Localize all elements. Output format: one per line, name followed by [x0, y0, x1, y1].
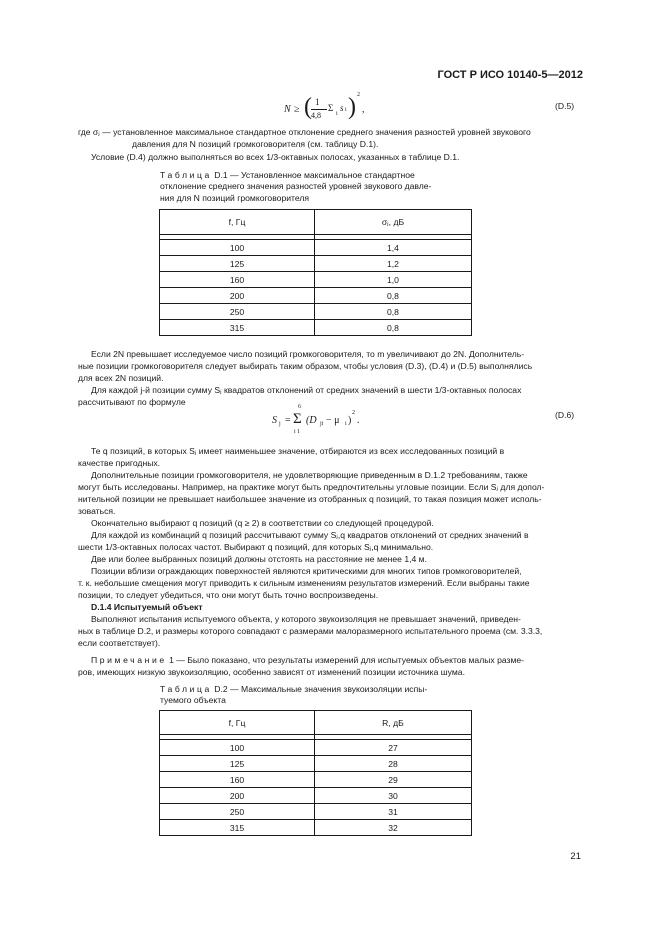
table-d1-caption [160, 170, 431, 204]
caption-text: ния для N позиций громкоговорителя [160, 192, 310, 203]
eq-numerator: 1 [315, 97, 320, 107]
table-cell: 125 [160, 256, 315, 272]
table-cell: 0,8 [315, 288, 472, 304]
text-line: Условие (D.4) должно выполняться во всех 1/3-октавных полосах, указанных в таблице D.1. [91, 152, 460, 162]
table-cell: 200 [160, 788, 315, 804]
table-row [160, 288, 472, 304]
table-cell: 1,2 [315, 256, 472, 272]
text-line: качестве пригодных. [78, 458, 161, 468]
text-line: Позиции вблизи ограждающих поверхностей являются критическими для многих типов громкоговорителей, [91, 566, 522, 576]
table-cell: 31 [315, 804, 472, 820]
eq-sum-top: 6 [298, 404, 301, 410]
table-header: R, дБ [315, 711, 472, 735]
text-line: Выполняют испытания испытуемого объекта, у которого звукоизоляция не превышает значений, приведен- [91, 614, 521, 624]
eq-sub-i: i [345, 421, 347, 427]
table-cell: 28 [315, 756, 472, 772]
eq-fraction-bar [311, 109, 327, 110]
table-row [160, 804, 472, 820]
table-cell: 27 [315, 740, 472, 756]
text-line: зоваться. [78, 506, 116, 516]
eq-minus-mu: − μ [326, 415, 340, 426]
eq-sub-i2: i [345, 107, 347, 113]
table-cell: 0,8 [315, 304, 472, 320]
table-row [160, 240, 472, 256]
eq-body: (D [306, 415, 317, 426]
caption-word: Таблица [160, 684, 212, 694]
table-row [160, 788, 472, 804]
equation-d5 [284, 92, 364, 126]
table-d1 [159, 209, 472, 336]
table-cell: 100 [160, 740, 315, 756]
eq-equals: = [285, 415, 291, 426]
table-header: σⱼ, дБ [315, 210, 472, 235]
text-line: если соответствует). [78, 638, 161, 648]
equation-d6 [272, 402, 362, 438]
table-row [160, 820, 472, 836]
eq-square: 2 [352, 410, 355, 416]
table-cell: 30 [315, 788, 472, 804]
table-cell: 200 [160, 288, 315, 304]
text-line: Две или более выбранных позиций должны отстоять на расстояние не менее 1,4 м. [91, 554, 427, 564]
text-line: ных в таблице D.2, и размеры которого совпадают с размерами малоразмерного испытательного проема (см. 3.3.3, [78, 626, 543, 636]
section-title: D.1.4 Испытуемый объект [91, 602, 203, 612]
eq-sub-ji: ji [320, 421, 324, 427]
table-cell: 125 [160, 756, 315, 772]
note-text: ров, имеющих низкую звукоизоляцию, особенно зависят от изменений позиции источника шума. [78, 667, 465, 677]
table-cell: 250 [160, 304, 315, 320]
eq-lhs: S [272, 415, 277, 426]
table-cell: 315 [160, 820, 315, 836]
table-row [160, 320, 472, 336]
eq-symbol-n: N [284, 104, 291, 115]
caption-text: туемого объекта [160, 695, 226, 706]
table-header: f, Гц [160, 210, 315, 235]
text-line: шести 1/3-октавных полосах частот. Выбирают q позиций, для которых Sⱼ,q минимально. [78, 542, 434, 552]
table-cell: 250 [160, 804, 315, 820]
table-d2-caption [160, 684, 427, 707]
text-line: Дополнительные позиции громкоговорителя, не удовлетворяющие приведенным в D.1.2 требованиям, также [91, 470, 528, 480]
text-line: Окончательно выбирают q позиций (q ≥ 2) в соответствии со следующей процедурой. [91, 518, 434, 528]
note-text: 1 — Было показано, что результаты измерений для испытуемых объектов малых разме- [169, 655, 525, 665]
table-row [160, 304, 472, 320]
table-row [160, 256, 472, 272]
eq-sigma: Σ [328, 103, 334, 113]
table-cell: 160 [160, 772, 315, 788]
text-line: ные позиции громкоговорителя следует выбирать таким образом, чтобы условия (D.3), (D.4) и (D.5) выполнялись [78, 361, 533, 371]
text-line: Те q позиций, в которых Sⱼ имеет наименьшее значение, отбираются из всех исследованных позиций в [91, 446, 505, 456]
eq-comma: , [362, 104, 365, 115]
caption-text: отклонение среднего значения разностей уровней звукового давле- [160, 181, 432, 192]
caption-word: Таблица [160, 170, 212, 180]
table-cell: 32 [315, 820, 472, 836]
table-d2 [159, 710, 472, 836]
text-line: давления для N позиций громкоговорителя (см. таблицу D.1). [132, 139, 379, 149]
table-header: f, Гц [160, 711, 315, 735]
document-header: ГОСТ Р ИСО 10140-5—2012 [437, 69, 583, 81]
equation-number-d5: (D.5) [555, 101, 575, 111]
eq-sub-i1: i [336, 111, 338, 117]
text-line: Для каждой из комбинаций q позиций рассчитывают сумму Sⱼ,q квадратов отклонений от средних значений в [91, 530, 529, 540]
note [91, 655, 524, 666]
eq-close: ) [348, 415, 352, 426]
text-line: Если 2N превышает исследуемое число позиций громкоговорителя, то m увеличивают до 2N. Дополнитель- [91, 349, 525, 359]
eq-paren-left: ( [304, 94, 312, 120]
table-row [160, 740, 472, 756]
text-line: рассчитывают по формуле [78, 397, 186, 407]
text-line: нительной позиции не превышает наибольшее значение из отобранных q позиций, то такая позиция может исполь- [78, 494, 542, 504]
text-line: для всех 2N позиций. [78, 373, 164, 383]
text-line: могут быть исследованы. Например, на практике могут быть предпочтительны угловые позиции. Если Sⱼ для допол- [78, 482, 545, 492]
text-line: т. к. небольшие смещения могут приводить к сильным изменениям результатов измерений. Если выбраны такие [78, 578, 530, 588]
eq-exponent: 2 [357, 92, 360, 98]
table-cell: 160 [160, 272, 315, 288]
table-cell: 1,0 [315, 272, 472, 288]
eq-symbol-ge: ≥ [294, 104, 300, 115]
note-word: Примечание [91, 655, 167, 665]
eq-paren-right: ) [348, 94, 356, 120]
eq-sum-sigma: Σ [293, 411, 302, 427]
table-row [160, 756, 472, 772]
table-row [160, 772, 472, 788]
table-cell: 1,4 [315, 240, 472, 256]
table-cell: 0,8 [315, 320, 472, 336]
eq-sub-j: j [279, 421, 281, 427]
eq-dot: . [357, 415, 360, 426]
text-line: позиции, то следует убедиться, что они могут быть точно воспроизведены. [78, 590, 379, 600]
eq-denominator: 4,8 [311, 111, 321, 120]
table-row [160, 272, 472, 288]
eq-s: s [340, 103, 344, 113]
table-cell: 100 [160, 240, 315, 256]
caption-text: D.1 — Установленное максимальное стандартное [214, 170, 415, 180]
text-line: где σⱼ — установленное максимальное стандартное отклонение среднего значения разностей уровней звукового [78, 127, 531, 137]
caption-text: D.2 — Максимальные значения звукоизоляции испы- [214, 684, 428, 694]
table-cell: 29 [315, 772, 472, 788]
table-cell: 315 [160, 320, 315, 336]
equation-number-d6: (D.6) [555, 410, 575, 420]
page-number: 21 [570, 851, 581, 862]
eq-sum-bottom: i 1 [294, 429, 301, 435]
text-line: Для каждой j-й позиции сумму Sⱼ квадратов отклонений от средних значений в шести 1/3-октавных полосах [91, 385, 522, 395]
